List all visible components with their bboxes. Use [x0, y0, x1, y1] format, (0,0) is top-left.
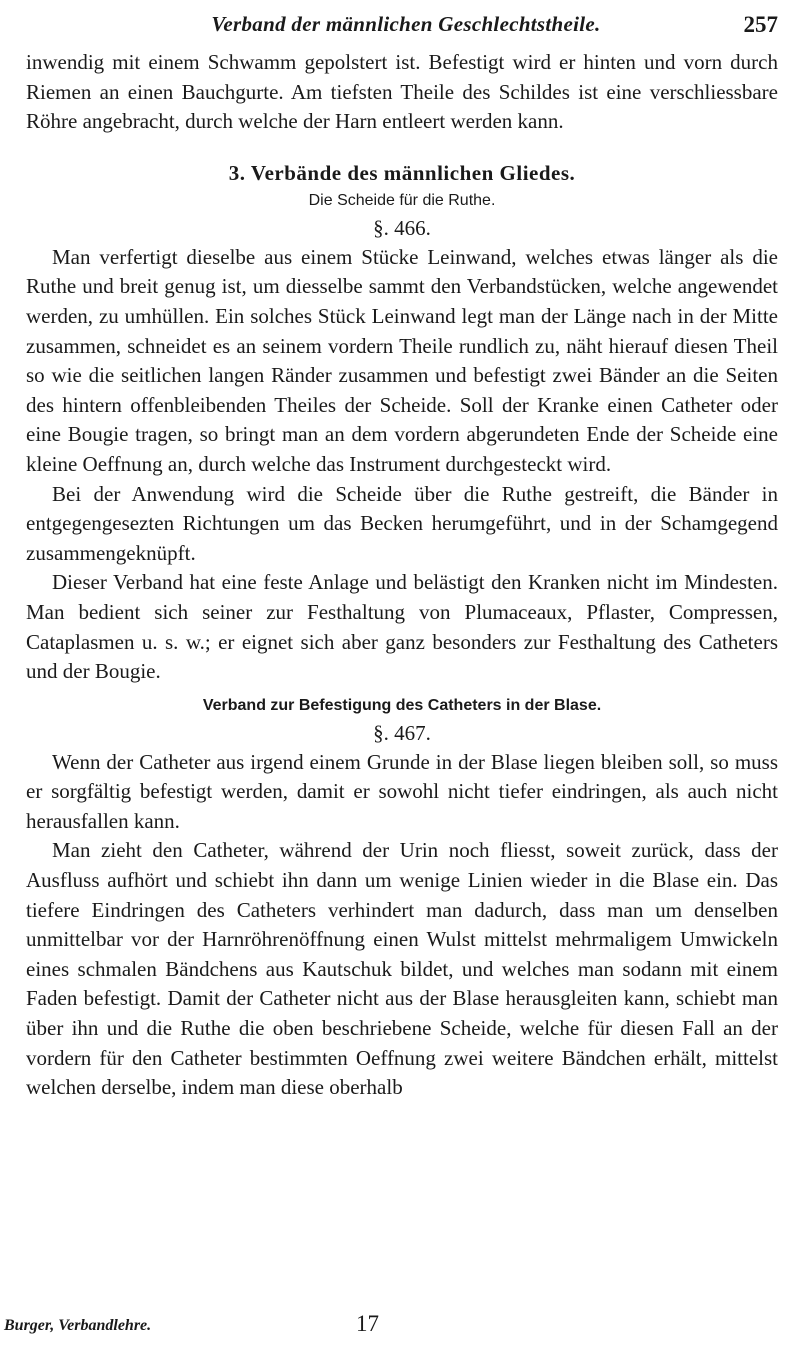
- signature-number: 17: [356, 1311, 379, 1336]
- paragraph-467-body: Wenn der Catheter aus irgend einem Grunde in der Blase liegen bleiben soll, so muss er sorgfältig befestigt werden, damit er sowohl nicht tiefer eindringen, als auch nicht herausfallen kann.: [26, 749, 778, 833]
- paragraph-anlage: Dieser Verband hat eine feste Anlage und belästigt den Kranken nicht im Mindesten. Man bedient sich seiner zur Festhaltung von Plumaceaux, Pflaster, Compressen, Cataplasmen u. s. w.; er eignet sich aber ganz besonders zur Festhaltung des Catheters und der Bougie.: [26, 570, 778, 684]
- book-page: [26, 8, 778, 1103]
- paragraph-continuation: inwendig mit einem Schwamm gepolstert ist. Befestigt wird er hinten und vorn durch Riemen an einen Bauchgurte. Am tiefsten Theile des Schildes ist eine verschliessbare Röhre angebracht, durch welche der Harn entleert werden kann.: [26, 50, 778, 134]
- running-title: Verband der männlichen Geschlechtstheile.: [211, 12, 601, 36]
- page-footer: [4, 1311, 744, 1347]
- subheading-catheter: Verband zur Befestigung des Catheters in der Blase.: [202, 696, 602, 714]
- page-number: 257: [743, 12, 778, 37]
- paragraph-anwendung: Bei der Anwendung wird die Scheide über die Ruthe gestreift, die Bänder in entgegengesezten Richtungen um das Becken herumgeführt, und in der Schamgegend zusammengeknüpft.: [26, 481, 778, 565]
- paragraph-466-body: Man verfertigt dieselbe aus einem Stücke Leinwand, welches etwas länger als die Ruthe und breit genug ist, um diesselbe sammt den Verbandstücken, welche angewendet werden, zu umhüllen. Ein solches Stück Leinwand legt man der Länge nach in der Mitte zusammen, schneidet es an seinem vordern Theile rundlich zu, näht hierauf diesen Theil so wie die seitlichen langen Ränder zusammen und befestigt zwei Bänder an die Seiten des hintern offenbleibenden Theiles der Scheide. Soll der Kranke einen Catheter oder eine Bougie tragen, so bringt man an dem vordern abgerundeten Ende der Scheide eine kleine Oeffnung an, durch welche das Instrument durchgesteckt wird.: [26, 244, 778, 476]
- subheading-scheide: Die Scheide für die Ruthe.: [308, 191, 496, 209]
- paragraph-number-466: §. 466.: [373, 215, 431, 240]
- paragraph-number-467: §. 467.: [373, 720, 431, 745]
- section-heading: 3. Verbände des männlichen Gliedes.: [228, 160, 576, 185]
- paragraph-catheter-procedure: Man zieht den Catheter, während der Urin noch fliesst, soweit zurück, dass der Ausfluss aufhört und schiebt ihn dann um wenige Linien wieder in die Blase ein. Das tiefere Eindringen des Catheters verhindert man dadurch, dass man um denselben unmittelbar vor der Harnröhrenöffnung einen Wulst mittelst mehrmaligem Umwickeln eines schmalen Bändchens aus Kautschuk bildet, und welches man sodann mit einem Faden befestigt. Damit der Catheter nicht aus der Blase herausgleiten kann, schiebt man über ihn und die Ruthe die oben beschriebene Scheide, welche für diesen Fall an der vordern für den Catheter bestimmten Oeffnung zwei weitere Bändchen erhält, mittelst welchen derselbe, indem man diese oberhalb: [26, 838, 778, 1100]
- printer-signature: Burger, Verbandlehre.: [4, 1317, 152, 1334]
- running-head: [26, 8, 778, 48]
